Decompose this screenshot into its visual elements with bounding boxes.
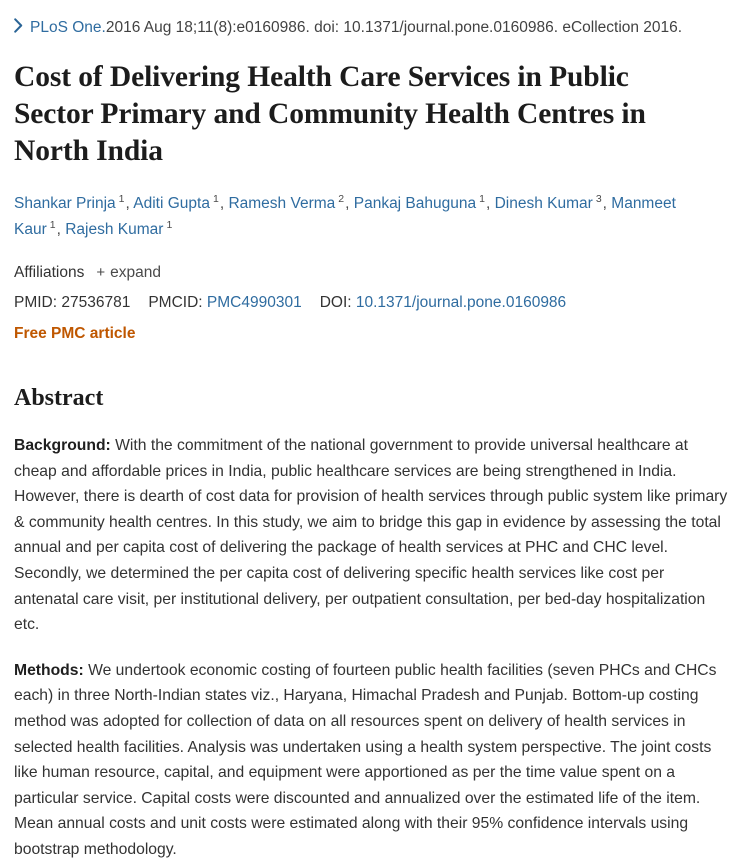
plus-icon: + [96,264,106,281]
author-affiliation-superscript[interactable]: 2 [338,192,345,205]
author-list [14,191,714,243]
author-link[interactable]: Shankar Prinja [14,195,116,212]
identifier-group [14,294,130,311]
abstract-heading: Abstract [14,385,104,411]
page-title: Cost of Delivering Health Care Services in Public Sector Primary and Community Health Centres in North India [14,61,646,167]
author-link[interactable]: Aditi Gupta [133,195,210,212]
free-pmc-article-link[interactable]: Free PMC article [14,325,136,342]
identifier-group [320,294,566,311]
abstract-body [14,433,728,863]
identifier-group [148,294,301,311]
identifier-key: PMCID: [148,294,207,311]
journal-citation-line [14,0,728,38]
free-pmc-article-wrapper [14,314,728,345]
identifier-key: PMID: [14,294,62,311]
author-affiliation-superscript[interactable]: 1 [166,218,173,231]
author-link[interactable]: Ramesh Verma [228,195,336,212]
author-separator: , [602,195,612,212]
identifier-value-link[interactable]: 10.1371/journal.pone.0160986 [355,294,567,311]
author-link[interactable]: Dinesh Kumar [494,195,593,212]
abstract-section-text: With the commitment of the national government to provide universal healthcare at cheap and affordable prices in India, public healthcare services are being strengthened in India. However, there is dearth of cost data for provision of health services through public system like primary & community health centres. In this study, we aim to bridge this gap in evidence by assessing the total annual and per capita cost of delivering the package of health services at PHC and CHC level. Secondly, we determined the per capita cost of delivering specific health services like cost per antenatal care visit, per institutional delivery, per outpatient consultation, per bed-day hospitalization etc. [14,437,728,634]
author-link[interactable]: Rajesh Kumar [65,221,164,238]
expand-affiliations-button[interactable] [96,262,161,284]
affiliations-row [14,262,728,284]
expand-label: expand [110,264,161,281]
identifiers-row [14,292,728,314]
author-separator: , [345,195,354,212]
identifier-value: 27536781 [61,294,131,311]
author-separator: , [485,195,495,212]
author-separator: , [219,195,229,212]
author-affiliation-superscript[interactable]: 3 [595,192,602,205]
identifier-value-link[interactable]: PMC4990301 [206,294,302,311]
author-separator: , [56,221,66,238]
author-separator: , [125,195,134,212]
author-affiliation-superscript[interactable]: 1 [118,192,125,205]
author-affiliation-superscript[interactable]: 1 [49,218,56,231]
identifier-key: DOI: [319,294,356,311]
abstract-section-text: We undertook economic costing of fourteen public health facilities (seven PHCs and CHCs each) in three North-Indian states viz., Haryana, Himachal Pradesh and Punjab. Bottom-up costing method was adopted for collection of data on all resources spent on delivery of health services in selected health facilities. Analysis was undertaken using a health system perspective. The joint costs like human resource, capital, and equipment were apportioned as per the time value spent on a particular service. Capital costs were discounted and annualized over the estimated life of the item. Mean annual costs and unit costs were estimated along with their 95% confidence intervals using bootstrap methodology. [14,661,717,858]
abstract-section [14,433,728,638]
author-affiliation-superscript[interactable]: 1 [212,192,219,205]
abstract-section-label: Background: [14,437,111,454]
affiliations-label: Affiliations [14,264,85,281]
author-link[interactable]: Manmeet Kaur [14,195,676,238]
abstract-section [14,658,728,863]
author-link[interactable]: Pankaj Bahuguna [353,195,477,212]
chevron-right-icon[interactable] [14,18,23,33]
citation-details: 2016 Aug 18;11(8):e0160986. doi: 10.1371/journal.pone.0160986. eCollection 2016. [105,19,683,36]
author-affiliation-superscript[interactable]: 1 [479,192,485,205]
abstract-section-label: Methods: [14,661,84,679]
journal-name-link[interactable]: PLoS One. [30,19,106,36]
